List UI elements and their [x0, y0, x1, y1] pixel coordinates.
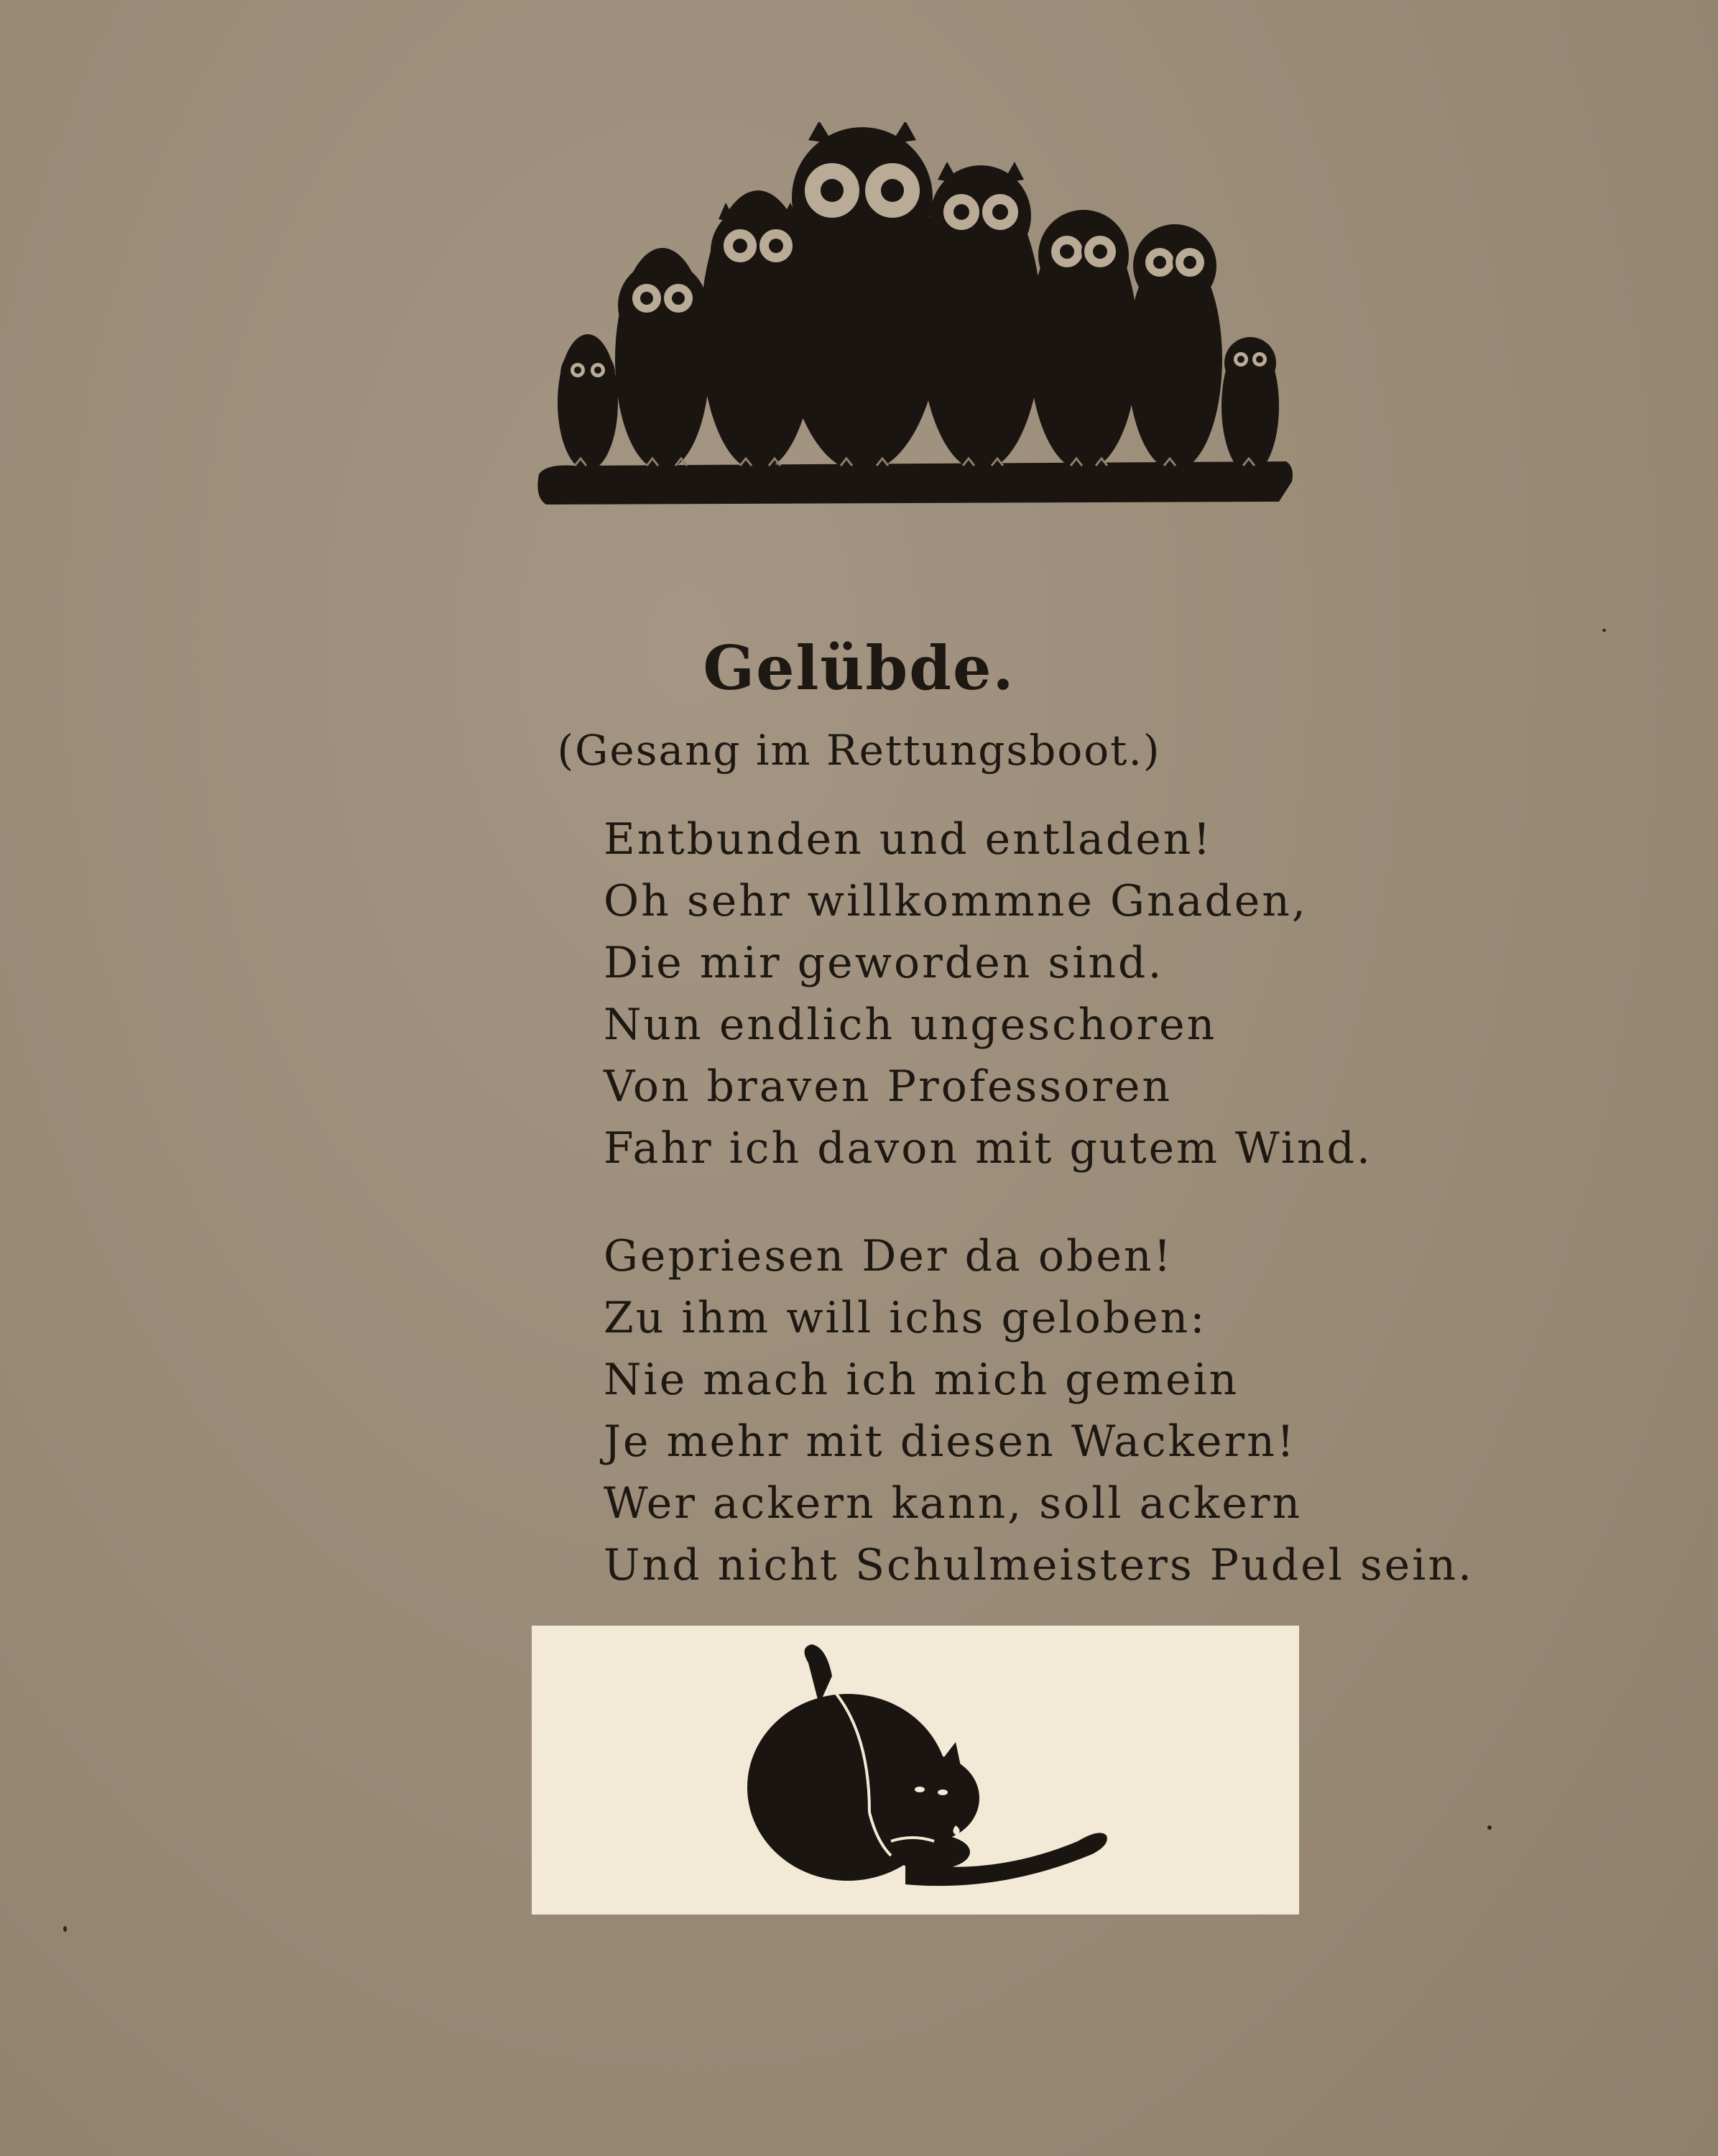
paper-speck	[1602, 629, 1606, 632]
verse-line: Je mehr mit diesen Wackern!	[604, 1416, 1296, 1467]
verse-line: Und nicht Schulmeisters Pudel sein.	[604, 1540, 1474, 1590]
stanza-2	[604, 1225, 1538, 1596]
verse-line: Nun endlich ungeschoren	[604, 1000, 1217, 1050]
cat-illustration	[532, 1626, 1299, 1915]
owls-illustration	[532, 122, 1301, 510]
poem-title: Gelübde.	[703, 632, 1015, 704]
verse-line: Entbunden und entladen!	[604, 814, 1213, 865]
verse-line: Wer ackern kann, soll ackern	[604, 1478, 1303, 1529]
verse-line: Von braven Professoren	[604, 1061, 1173, 1112]
paper-speck	[63, 1926, 67, 1932]
verse-line: Oh sehr willkommne Gnaden,	[604, 876, 1308, 926]
poem-subtitle: (Gesang im Rettungsboot.)	[557, 726, 1161, 775]
stanza-1	[604, 808, 1538, 1179]
verse-line: Nie mach ich mich gemein	[604, 1355, 1239, 1405]
paper-speck	[1487, 1825, 1492, 1830]
verse-line: Zu ihm will ichs geloben:	[604, 1293, 1207, 1343]
verse-line: Die mir geworden sind.	[604, 938, 1164, 988]
verse-line: Fahr ich davon mit gutem Wind.	[604, 1123, 1372, 1174]
verse-line: Gepriesen Der da oben!	[604, 1231, 1173, 1281]
